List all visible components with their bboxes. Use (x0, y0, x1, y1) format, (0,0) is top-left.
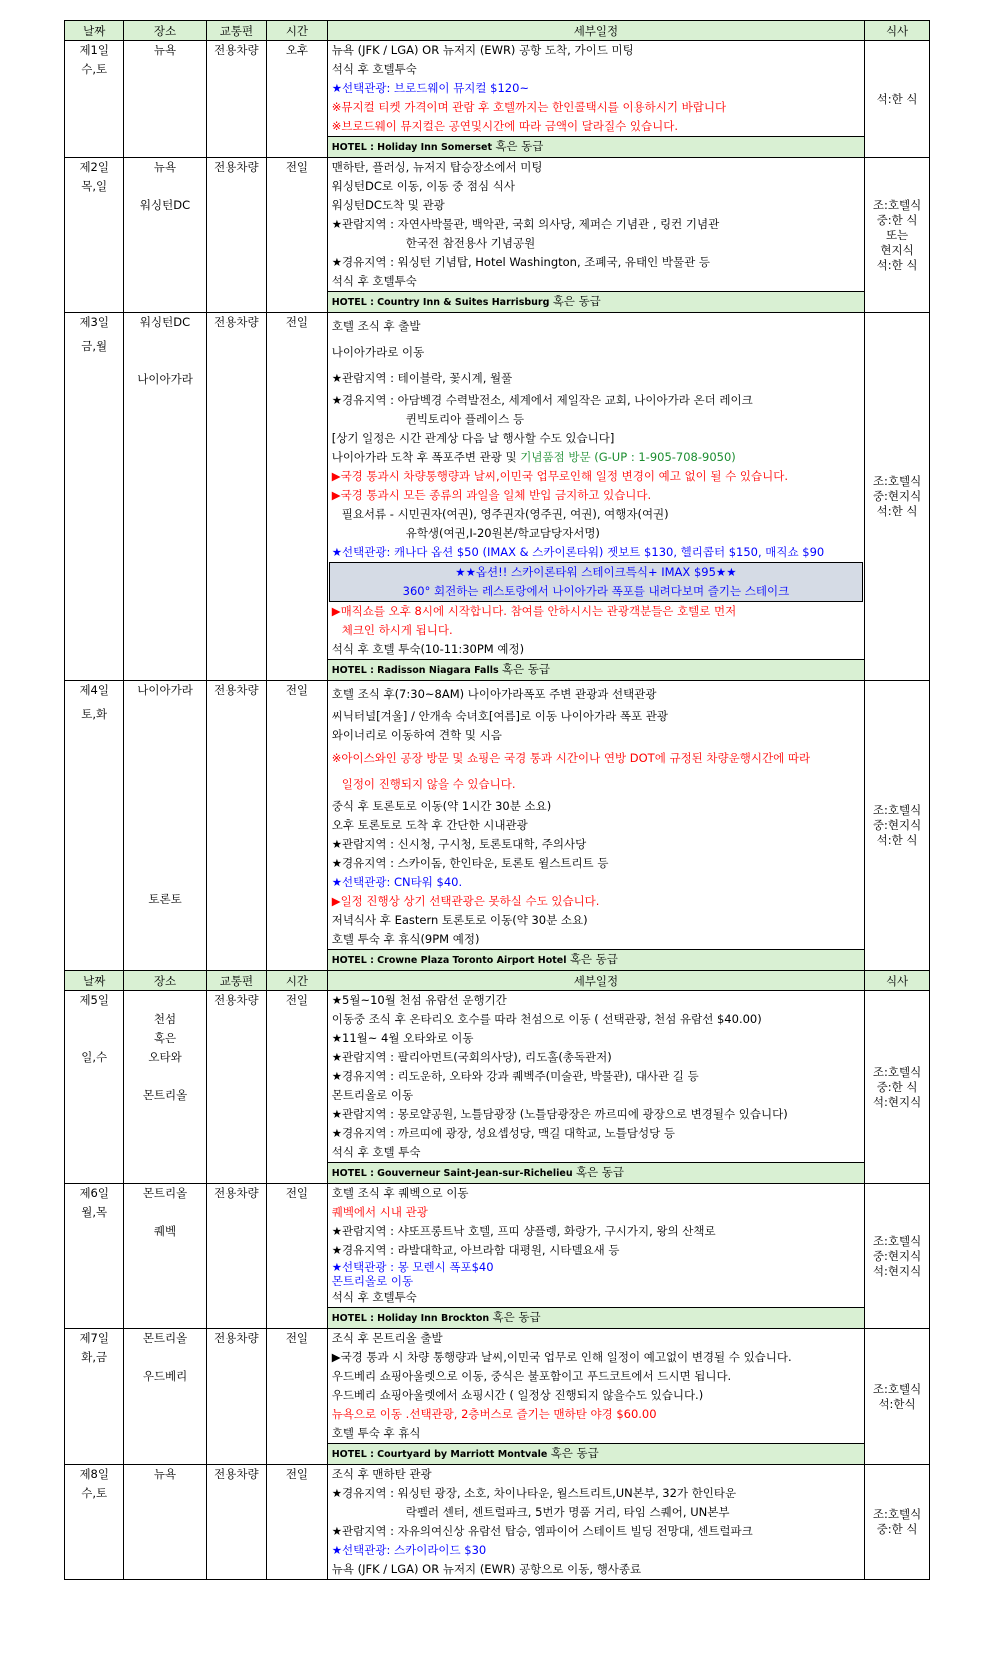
schedule-line: ※아이스와인 공장 방문 및 쇼핑은 국경 통과 시간이나 연방 DOT에 규정된 차량운행시간에 따라 (331, 751, 811, 765)
day-row (65, 681, 930, 971)
column-header: 세부일정 (327, 971, 864, 991)
schedule-line: 석식 후 호텔투숙 (331, 62, 417, 76)
schedule-line: 조식 후 맨하탄 관광 (331, 1467, 432, 1481)
schedule-line: 씨닉터널[겨울] / 안개속 숙녀호[여름]로 이동 나이아가라 폭포 관광 (331, 709, 668, 723)
schedule-line: ★5월~10월 천섬 유람선 운행기간 (331, 993, 507, 1007)
hotel-grade-note: 혹은 동급 (552, 294, 601, 308)
schedule-line: ▶국경 통과시 모든 종류의 과일을 일체 반입 금지하고 있습니다. (331, 488, 652, 502)
schedule-cell (327, 1465, 864, 1580)
schedule-line: 우드베리 쇼핑아울렛에서 쇼핑시간 ( 일정상 진행되지 않을수도 있습니다.) (331, 1388, 704, 1402)
schedule-line: ▶매직쇼를 오후 8시에 시작합니다. 참여를 안하시시는 관광객분들은 호텔로 먼저 (331, 604, 737, 618)
schedule-line: ★선택관광 : 몽 모렌시 폭포$40 (331, 1260, 494, 1274)
weekday-label: 금,월 (81, 339, 108, 353)
place-cell (124, 681, 206, 971)
schedule-line: ★관람지역 : 몽로얄공원, 노틀담광장 (노틀담광장은 까르띠에 광장으로 변경될수 있습니다) (331, 1107, 788, 1121)
day-row (65, 1184, 930, 1329)
place-name: 몬트리올 (142, 1186, 188, 1200)
schedule-line: ※뮤지컬 티켓 가격이며 관람 후 호텔까지는 한인콜택시를 이용하시기 바랍니다 (331, 100, 727, 114)
schedule-line: ▶국경 통과 시 차량 통행량과 날씨,이민국 업무로 인해 일정이 예고없이 변경될 수 있습니다. (331, 1350, 792, 1364)
place-name: 퀘벡 (153, 1224, 177, 1238)
schedule-cell (327, 158, 864, 313)
hotel-grade-note: 혹은 동급 (569, 952, 618, 966)
transport-cell: 전용차량 (206, 41, 267, 158)
meal-cell (865, 1465, 930, 1580)
day-cell (65, 1329, 124, 1465)
meal-item: 석:현지식 (872, 1094, 922, 1109)
day-label: 제2일 (79, 160, 109, 174)
place-name: 뉴욕 (153, 1467, 177, 1481)
place-name: 혹은 (153, 1031, 177, 1045)
option-highlight-line: 360° 회전하는 레스토랑에서 나이아가라 폭포를 내려다보며 즐기는 스테이크 (402, 584, 790, 598)
schedule-line: 호텔 조식 후(7:30~8AM) 나이아가라폭포 주변 관광과 선택관광 (331, 687, 657, 701)
place-name: 천섬 (153, 1012, 177, 1026)
hotel-grade-note: 혹은 동급 (575, 1165, 624, 1179)
schedule-line: 락펠러 센터, 센트럴파크, 5번가 명품 거리, 타임 스퀘어, UN본부 (405, 1505, 730, 1519)
hotel-name: HOTEL : Gouverneur Saint-Jean-sur-Richelieu (331, 1168, 576, 1179)
schedule-line: ★선택관광: CN타워 $40. (331, 875, 463, 889)
meal-cell (865, 1329, 930, 1465)
hotel-info (328, 1162, 864, 1183)
day-row (65, 313, 930, 681)
schedule-line: [상기 일정은 시간 관계상 다음 날 행사할 수도 있습니다] (331, 431, 615, 445)
place-name: 우드베리 (142, 1369, 188, 1383)
schedule-line: 뉴욕 (JFK / LGA) OR 뉴저지 (EWR) 공항으로 이동, 행사종료 (331, 1562, 642, 1576)
weekday-label: 수,토 (81, 1486, 108, 1500)
day-label: 제8일 (79, 1467, 109, 1481)
hotel-grade-note: 혹은 동급 (492, 1310, 541, 1324)
place-name: 뉴욕 (153, 160, 177, 174)
schedule-line: 호텔 조식 후 출발 (331, 319, 421, 333)
schedule-line: ※브로드웨이 뮤지컬은 공연및시간에 따라 금액이 달라질수 있습니다. (331, 119, 678, 133)
place-name: 워싱턴DC (139, 198, 191, 212)
schedule-line: 워싱턴DC로 이동, 이동 중 점심 식사 (331, 179, 515, 193)
time-cell: 전일 (267, 991, 328, 1184)
column-header: 식사 (865, 971, 930, 991)
place-name: 오타와 (148, 1050, 182, 1064)
meal-item: 석:한 식 (876, 504, 918, 518)
schedule-line: ★경유지역 : 워싱턴 기념탑, Hotel Washington, 조폐국, 유태인 박물관 등 (331, 255, 710, 269)
meal-cell (865, 991, 930, 1184)
day-row (65, 1465, 930, 1580)
weekday-label: 수,토 (81, 62, 108, 76)
schedule-line: 퀸빅토리아 플레이스 등 (405, 412, 525, 426)
meal-item: 조:호텔식 (872, 197, 922, 212)
schedule-line: 몬트리올로 이동 (331, 1088, 414, 1102)
schedule-line: 우드베리 쇼핑아울렛으로 이동, 중식은 불포함이고 푸드코트에서 드시면 됩니다. (331, 1369, 732, 1383)
meal-item: 중:한 식 (876, 1079, 918, 1094)
place-name: 나이아가라 (137, 683, 193, 697)
day-label: 제1일 (79, 43, 109, 57)
schedule-line: ★경유지역 : 라발대학교, 아브라함 대평원, 시타델요새 등 (331, 1243, 620, 1257)
schedule-line: 나이아가라로 이동 (331, 345, 425, 359)
schedule-line: 와이너리로 이동하여 견학 및 시음 (331, 728, 502, 742)
schedule-line: ★경유지역 : 까르띠에 광장, 성요셉성당, 맥길 대학교, 노틀담성당 등 (331, 1126, 675, 1140)
schedule-line: 체크인 하시게 됩니다. (341, 623, 453, 637)
day-label: 제3일 (79, 315, 109, 329)
place-cell (124, 1184, 206, 1329)
meal-cell (865, 1184, 930, 1329)
place-name: 토론토 (148, 892, 182, 906)
schedule-line: 석식 후 호텔 투숙 (331, 1145, 421, 1159)
time-cell: 전일 (267, 1329, 328, 1465)
meal-item: 조:호텔식 (872, 1064, 922, 1079)
day-cell (65, 158, 124, 313)
column-header: 교통편 (206, 21, 267, 41)
header-row (65, 21, 930, 41)
column-header: 날짜 (65, 971, 124, 991)
meal-item: 현지식 (880, 242, 914, 257)
day-row (65, 41, 930, 158)
hotel-info (328, 1307, 864, 1328)
schedule-line: 뉴욕으로 이동 .선택관광, 2층버스로 즐기는 맨하탄 야경 $60.00 (331, 1407, 657, 1421)
schedule-line: 호텔 투숙 후 휴식 (331, 1426, 421, 1440)
column-header: 세부일정 (327, 21, 864, 41)
schedule-line: ★관람지역 : 자유의여신상 유람선 탑승, 엠파이어 스테이트 빌딩 전망대, 센트럴파크 (331, 1524, 753, 1538)
schedule-line: 석식 후 호텔투숙 (331, 274, 417, 288)
hotel-grade-note: 혹은 동급 (550, 1446, 599, 1460)
time-cell: 전일 (267, 1184, 328, 1329)
hotel-name: HOTEL : Crowne Plaza Toronto Airport Hotel (331, 955, 570, 966)
meal-item: 석:한 식 (876, 257, 918, 272)
meal-item: 석:한 식 (876, 833, 918, 847)
schedule-line: 나이아가라 도착 후 폭포주변 관광 및 기념품점 방문 (G-UP : 1-905-708-9050) (331, 450, 736, 464)
souvenir-shop-note: 기념품점 방문 (G-UP : 1-905-708-9050) (520, 450, 736, 464)
meal-item: 중:현지식 (872, 1248, 922, 1263)
schedule-line: 중식 후 토론토로 이동(약 1시간 30분 소요) (331, 799, 552, 813)
day-cell (65, 41, 124, 158)
transport-cell: 전용차량 (206, 1465, 267, 1580)
schedule-line: 저녁식사 후 Eastern 토론토로 이동(약 30분 소요) (331, 913, 588, 927)
hotel-info (328, 136, 864, 157)
hotel-info (328, 1443, 864, 1464)
time-cell: 오후 (267, 41, 328, 158)
schedule-line: 호텔 조식 후 퀘벡으로 이동 (331, 1186, 469, 1200)
meal-item: 조:호텔식 (872, 1233, 922, 1248)
schedule-cell (327, 1184, 864, 1329)
hotel-name: HOTEL : Country Inn & Suites Harrisburg (331, 297, 553, 308)
meal-item: 또는 (885, 227, 909, 242)
hotel-grade-note: 혹은 동급 (501, 662, 551, 676)
hotel-name: HOTEL : Holiday Inn Somerset (331, 142, 496, 153)
meal-cell (865, 681, 930, 971)
column-header: 시간 (267, 21, 328, 41)
schedule-line: ★선택관광: 브로드웨이 뮤지컬 $120~ (331, 81, 530, 95)
weekday-label: 토,화 (81, 707, 108, 721)
hotel-name: HOTEL : Radisson Niagara Falls (331, 665, 502, 676)
schedule-line: ★경유지역 : 워싱턴 광장, 소호, 차이나타운, 월스트리트,UN본부, 32가 한인타운 (331, 1486, 737, 1500)
meal-item: 석:한 식 (876, 91, 918, 106)
transport-cell: 전용차량 (206, 1329, 267, 1465)
meal-cell (865, 41, 930, 158)
schedule-line: ★관람지역 : 샤또프롱트낙 호텔, 프띠 샹플렝, 화랑가, 구시가지, 왕의 산책로 (331, 1224, 716, 1238)
schedule-line: 뉴욕 (JFK / LGA) OR 뉴저지 (EWR) 공항 도착, 가이드 미팅 (331, 43, 634, 57)
schedule-line: ★관람지역 : 자연사박물관, 백악관, 국회 의사당, 제퍼슨 기념관 , 링컨 기념관 (331, 217, 720, 231)
hotel-name: HOTEL : Holiday Inn Brockton (331, 1313, 493, 1324)
meal-item: 중:현지식 (872, 818, 922, 832)
hotel-info (328, 291, 864, 312)
time-cell: 전일 (267, 681, 328, 971)
schedule-line: ★경유지역 : 리도운하, 오타와 강과 퀘벡주(미술관, 박물관), 대사관 길 등 (331, 1069, 699, 1083)
time-cell: 전일 (267, 1465, 328, 1580)
column-header: 시간 (267, 971, 328, 991)
meal-cell (865, 158, 930, 313)
column-header: 날짜 (65, 21, 124, 41)
option-highlight-line: ★★옵션!! 스카이론타워 스테이크특식+ IMAX $95★★ (455, 565, 737, 579)
itinerary-table (64, 20, 930, 1580)
meal-item: 조:호텔식 (872, 474, 922, 488)
day-cell (65, 681, 124, 971)
schedule-line: 필요서류 - 시민권자(여권), 영주권자(영주권, 여권), 여행자(여권) (341, 507, 669, 521)
day-label: 제7일 (79, 1331, 109, 1345)
place-cell (124, 313, 206, 681)
transport-cell: 전용차량 (206, 158, 267, 313)
meal-item: 석:현지식 (872, 1263, 922, 1278)
schedule-line: ▶국경 통과시 차량통행량과 날씨,이민국 업무로인해 일정 변경이 예고 없이 될 수 있습니다. (331, 469, 789, 483)
schedule-line: 호텔 투숙 후 휴식(9PM 예정) (331, 932, 480, 946)
schedule-line: 석식 후 호텔투숙 (331, 1290, 417, 1304)
schedule-cell (327, 1329, 864, 1465)
place-name: 몬트리올 (142, 1088, 188, 1102)
hotel-info (328, 659, 864, 680)
place-cell (124, 41, 206, 158)
place-cell (124, 991, 206, 1184)
day-row (65, 991, 930, 1184)
meal-item: 조:호텔식 (872, 803, 922, 817)
weekday-label: 일,수 (81, 1050, 108, 1064)
hotel-info (328, 949, 864, 970)
transport-cell: 전용차량 (206, 681, 267, 971)
day-cell (65, 1465, 124, 1580)
column-header: 교통편 (206, 971, 267, 991)
column-header: 장소 (124, 21, 206, 41)
schedule-line: ★관람지역 : 신시청, 구시청, 토론토대학, 주의사당 (331, 837, 587, 851)
hotel-grade-note: 혹은 동급 (495, 139, 544, 153)
day-label: 제6일 (79, 1186, 109, 1200)
schedule-line: ▶일정 진행상 상기 선택관광은 못하실 수도 있습니다. (331, 894, 600, 908)
meal-item: 조:호텔식 (872, 1381, 922, 1396)
weekday-label: 월,목 (81, 1205, 108, 1219)
hotel-name: HOTEL : Courtyard by Marriott Montvale (331, 1449, 551, 1460)
place-name: 몬트리올 (142, 1331, 188, 1345)
schedule-cell (327, 313, 864, 681)
transport-cell: 전용차량 (206, 1184, 267, 1329)
day-row (65, 1329, 930, 1465)
column-header: 식사 (865, 21, 930, 41)
schedule-line: 조식 후 몬트리올 출발 (331, 1331, 443, 1345)
meal-item: 조:호텔식 (872, 1507, 922, 1521)
day-label: 제4일 (79, 683, 109, 697)
schedule-line: 한국전 참전용사 기념공원 (405, 236, 536, 250)
schedule-line: 오후 토론토로 도착 후 간단한 시내관광 (331, 818, 528, 832)
schedule-line: ★경유지역 : 스카이돔, 한인타운, 토론토 윌스트리트 등 (331, 856, 609, 870)
day-cell (65, 991, 124, 1184)
schedule-line: 석식 후 호텔 투숙(10-11:30PM 예정) (331, 642, 525, 656)
time-cell: 전일 (267, 158, 328, 313)
day-cell (65, 313, 124, 681)
place-name: 워싱턴DC (139, 315, 191, 329)
day-label: 제5일 (79, 993, 109, 1007)
schedule-line: 일정이 진행되지 않을 수 있습니다. (341, 777, 516, 791)
schedule-line: 유학생(여권,I-20원본/학교담당자서명) (405, 526, 600, 540)
time-cell: 전일 (267, 313, 328, 681)
schedule-line: ★경유지역 : 아담벡경 수력발전소, 세계에서 제일작은 교회, 나이아가라 온더 레이크 (331, 393, 753, 407)
transport-cell: 전용차량 (206, 991, 267, 1184)
schedule-cell (327, 41, 864, 158)
schedule-cell (327, 681, 864, 971)
column-header: 장소 (124, 971, 206, 991)
transport-cell: 전용차량 (206, 313, 267, 681)
schedule-line: ★선택관광: 캐나다 옵션 $50 (IMAX & 스카이론타워) 젯보트 $130, 헬리콥터 $150, 매직쇼 $90 (331, 545, 825, 559)
schedule-line: ★11월~ 4월 오타와로 이동 (331, 1031, 474, 1045)
meal-item: 중:한 식 (876, 1522, 918, 1536)
schedule-line: 워싱턴DC도착 및 관광 (331, 198, 445, 212)
place-cell (124, 1329, 206, 1465)
schedule-line: 이동중 조식 후 온타리오 호수를 따라 천섬으로 이동 ( 선택관광, 천섬 유람선 $40.00) (331, 1012, 762, 1026)
meal-cell (865, 313, 930, 681)
place-name: 나이아가라 (137, 372, 193, 386)
schedule-line: 맨하탄, 플러싱, 뉴저지 탑승장소에서 미팅 (331, 160, 543, 174)
weekday-label: 목,일 (81, 179, 108, 193)
meal-item: 중:현지식 (872, 489, 922, 503)
place-name: 뉴욕 (153, 43, 177, 57)
schedule-line: ★관람지역 : 팔리아먼트(국회의사당), 리도홀(총독관저) (331, 1050, 612, 1064)
schedule-line: 몬트리올로 이동 (331, 1274, 414, 1288)
schedule-cell (327, 991, 864, 1184)
day-cell (65, 1184, 124, 1329)
option-highlight-box (329, 562, 863, 602)
schedule-line: 퀘벡에서 시내 관광 (331, 1205, 428, 1219)
weekday-label: 화,금 (81, 1350, 108, 1364)
schedule-line: ★관람지역 : 테이블락, 꽃시계, 월풀 (331, 371, 513, 385)
place-cell (124, 158, 206, 313)
meal-item: 석:한식 (878, 1396, 916, 1411)
header-row (65, 971, 930, 991)
meal-item: 중:한 식 (876, 212, 918, 227)
schedule-line: ★선택관광: 스카이라이드 $30 (331, 1543, 487, 1557)
day-row (65, 158, 930, 313)
place-cell (124, 1465, 206, 1580)
